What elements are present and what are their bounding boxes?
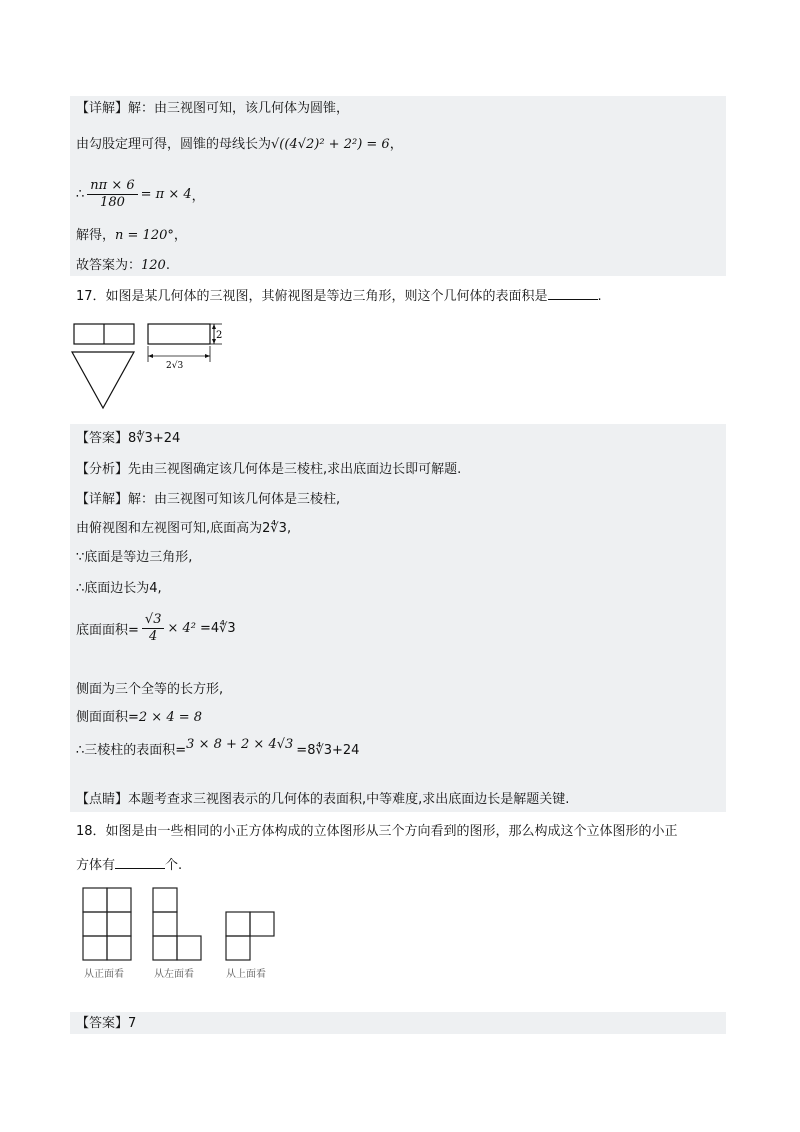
detail-17-line-2: 由俯视图和左视图可知,底面高为2∜3, — [76, 521, 292, 536]
fraction-numerator: nπ × 6 — [87, 178, 137, 195]
width-dimension-label: 2√3 — [166, 361, 184, 371]
final-answer-16: 120 — [141, 258, 166, 273]
base-area-numerator: √3 — [142, 612, 165, 629]
three-view-figure-18 — [76, 884, 286, 984]
detail-16-line-3-suffix: ， — [191, 189, 205, 204]
surface-area-prefix: ∴三棱柱的表面积= — [76, 743, 187, 758]
slant-height-expression: √((4√2)² + 2²) = 6 — [271, 137, 390, 152]
question-17 — [76, 287, 602, 306]
surface-area-line — [76, 737, 360, 760]
question-18-line-1: 18．如图是由一些相同的小正方体构成的立体图形从三个方向看到的图形，那么构成这个立体图形的小正 — [76, 824, 678, 839]
top-view-grid — [226, 912, 274, 960]
detail-16-line-2-suffix: ， — [389, 137, 403, 152]
side-view-rect — [148, 324, 210, 344]
detail-16-line-5 — [76, 257, 170, 275]
width-arrow-right — [205, 354, 210, 358]
detail-16-line-1: 【详解】解：由三视图可知，该几何体为圆锥， — [76, 101, 350, 116]
width-arrow-left — [148, 354, 153, 358]
detail-17-line-1: 【详解】解：由三视图可知该几何体是三棱柱, — [76, 492, 341, 507]
detail-16-line-5-prefix: 故答案为： — [76, 258, 142, 273]
answer-blank-17 — [548, 287, 598, 300]
detail-16-line-4-prefix: 解得， — [76, 228, 116, 243]
answer-17: 【答案】8∜3+24 — [76, 431, 181, 446]
base-area-fraction — [142, 612, 165, 645]
surface-area-result: =8∜3+24 — [296, 743, 360, 758]
height-dimension-label: 2 — [216, 330, 223, 341]
detail-16-line-2 — [76, 136, 403, 154]
question-17-text: 17．如图是某几何体的三视图，其俯视图是等边三角形，则这个几何体的表面积是 — [76, 289, 548, 304]
detail-16-line-2-prefix: 由勾股定理可得，圆锥的母线长为 — [76, 137, 272, 152]
side-faces-line: 侧面为三个全等的长方形, — [76, 682, 224, 697]
label-front-view: 从正面看 — [84, 969, 124, 980]
answer-block-18 — [70, 1012, 726, 1034]
label-top-view: 从上面看 — [226, 969, 266, 980]
answer-blank-18 — [115, 856, 165, 869]
three-view-figure-17 — [66, 318, 236, 414]
side-area-line — [76, 709, 202, 727]
detail-16-line-3 — [76, 178, 205, 211]
fraction-denominator: 180 — [100, 195, 125, 210]
question-18-line-2 — [76, 856, 182, 875]
comment-17: 【点睛】本题考查求三视图表示的几何体的表面积,中等难度,求出底面边长是解题关键. — [76, 792, 570, 807]
base-area-result: =4∜3 — [199, 621, 236, 636]
front-view-grid — [83, 888, 131, 960]
answer-18: 【答案】7 — [76, 1016, 137, 1031]
detail-16-line-4 — [76, 227, 187, 245]
arc-length-fraction — [87, 178, 137, 211]
fraction-rhs: = π × 4 — [140, 187, 192, 202]
height-arrow-top — [212, 324, 216, 329]
base-area-line — [76, 612, 236, 645]
surface-area-expression: 3 × 8 + 2 × 4√3 — [186, 737, 294, 752]
therefore-symbol: ∴ — [76, 187, 85, 202]
base-area-prefix: 底面面积= — [76, 623, 139, 638]
detail-16-line-5-suffix: . — [165, 258, 170, 273]
top-view-triangle — [72, 352, 134, 408]
detail-17-line-3: ∵底面是等边三角形, — [76, 550, 193, 565]
detail-17-line-4: ∴底面边长为4, — [76, 581, 162, 596]
side-area-prefix: 侧面面积= — [76, 710, 139, 725]
analysis-17: 【分析】先由三视图确定该几何体是三棱柱,求出底面边长即可解题. — [76, 462, 462, 477]
question-18-suffix: 个. — [165, 858, 183, 873]
base-area-times: × 4² — [167, 621, 196, 636]
question-17-end: . — [597, 289, 602, 304]
question-18-prefix: 方体有 — [76, 858, 116, 873]
side-area-expression: 2 × 4 = 8 — [138, 710, 203, 725]
detail-16-line-4-suffix: ， — [173, 228, 187, 243]
left-view-grid — [153, 888, 201, 960]
angle-result: n = 120° — [115, 228, 174, 243]
base-area-denominator: 4 — [149, 629, 158, 644]
label-left-view: 从左面看 — [154, 969, 194, 980]
